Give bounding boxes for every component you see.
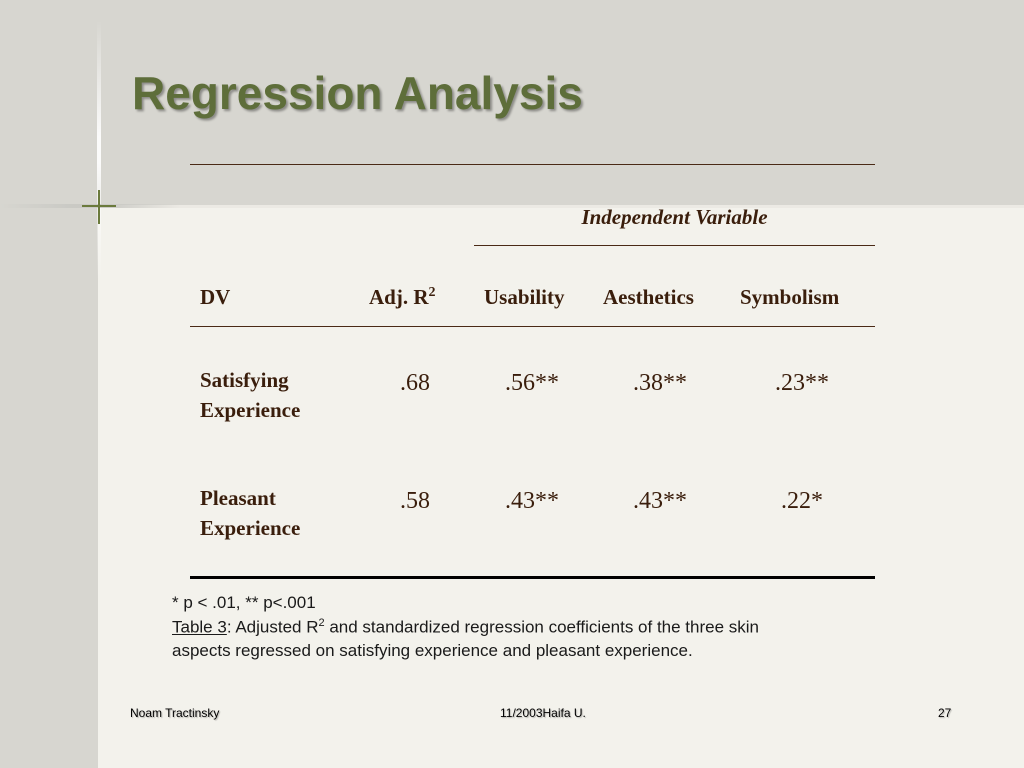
row-label-pleasant-experience [200, 483, 350, 543]
table-cell-aesthetics: .38** [633, 370, 687, 396]
row-label-line: Pleasant [200, 486, 276, 510]
table-caption-line2: aspects regressed on satisfying experience and pleasant experience. [172, 641, 693, 660]
header-adj-r2 [369, 285, 436, 310]
footer-page-number: 27 [938, 706, 952, 720]
table-cell-symbolism: .22* [781, 488, 823, 514]
left-background-band [0, 0, 98, 768]
table-caption-link[interactable]: Table 3 [172, 617, 227, 637]
caption-superscript: 2 [318, 617, 325, 629]
row-label-satisfying-experience [200, 365, 350, 425]
significance-note: * p < .01, ** p<.001 [172, 593, 316, 612]
slide-title: Regression Analysis [132, 67, 583, 119]
table-header-rule [190, 326, 875, 327]
header-dv: DV [200, 285, 231, 309]
decorative-cross-center-horizontal [82, 205, 116, 207]
table-cell-aesthetics: .43** [633, 488, 687, 514]
table-caption [172, 617, 759, 638]
table-cell-symbolism: .23** [775, 370, 829, 396]
header-adj-r-superscript: 2 [428, 285, 436, 300]
table-cell-usability: .56** [505, 370, 559, 396]
row-label-line: Experience [200, 398, 301, 422]
row-label-line: Experience [200, 516, 301, 540]
table-cell-usability: .43** [505, 488, 559, 514]
footer-author: Noam Tractinsky [130, 706, 220, 720]
header-aesthetics: Aesthetics [603, 285, 694, 309]
caption-text: and standardized regression coefficients of the three skin [324, 617, 760, 637]
table-top-rule [190, 164, 875, 165]
row-label-line: Satisfying [200, 368, 289, 392]
independent-variable-header: Independent Variable [581, 205, 768, 229]
decorative-cross-center-vertical [98, 190, 100, 224]
independent-variable-rule [474, 245, 875, 246]
footer-date-place: 11/2003Haifa U. [500, 706, 586, 720]
decorative-cross-vertical [97, 20, 101, 280]
caption-text: : Adjusted R [226, 617, 319, 637]
header-usability: Usability [484, 285, 565, 309]
table-cell-adj-r2: .68 [400, 370, 430, 396]
table-cell-adj-r2: .58 [400, 488, 430, 514]
table-bottom-rule [190, 576, 875, 579]
header-adj-r-text: Adj. R [369, 285, 429, 309]
header-symbolism: Symbolism [740, 285, 840, 309]
